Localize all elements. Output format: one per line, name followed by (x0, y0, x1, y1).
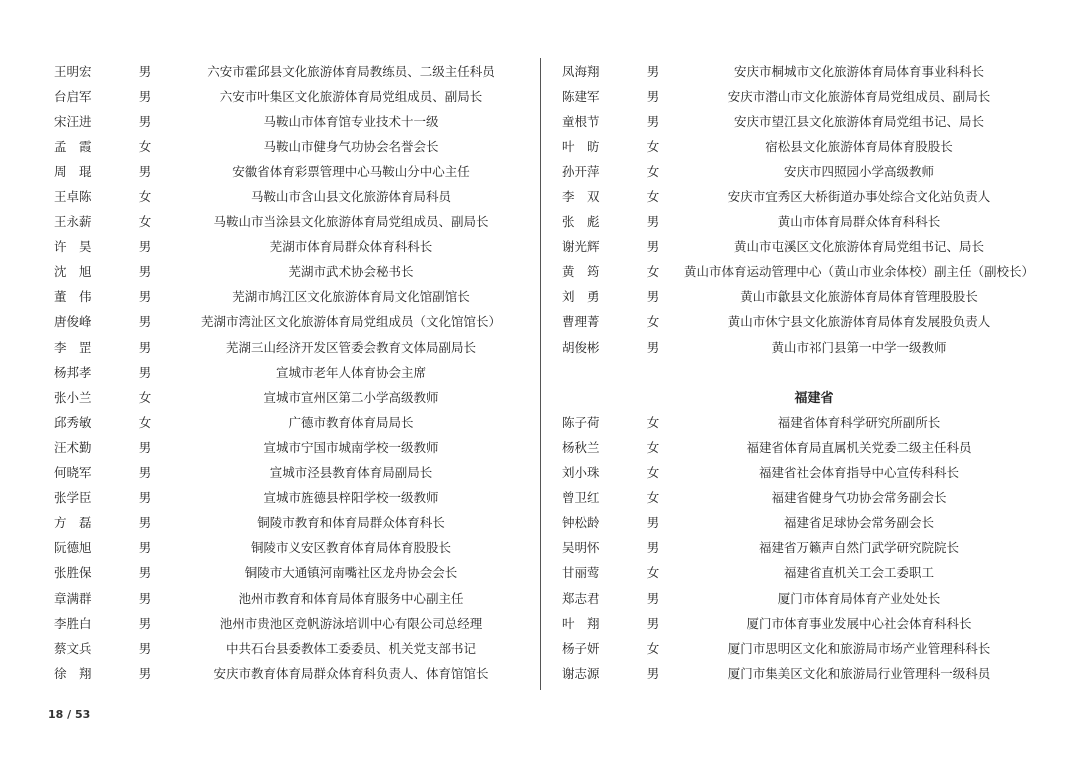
list-item (40, 108, 532, 133)
person-name: 王明宏 (54, 63, 92, 79)
person-name: 叶 昉 (562, 138, 600, 154)
person-gender: 男 (646, 665, 660, 681)
person-name: 董 伟 (54, 289, 92, 305)
person-title: 铜陵市大通镇河南嘴社区龙舟协会会长 (244, 565, 458, 581)
person-name: 叶 翔 (562, 615, 600, 631)
person-title: 黄山市体育局群众体育科科长 (777, 214, 941, 230)
person-title: 宣城市宁国市城南学校一级教师 (263, 439, 439, 455)
list-item (548, 284, 1040, 309)
person-gender: 男 (138, 113, 152, 129)
person-name: 汪术勤 (54, 439, 92, 455)
left-column (40, 58, 532, 685)
person-name: 张学臣 (54, 490, 92, 506)
person-gender: 男 (646, 515, 660, 531)
list-item (40, 560, 532, 585)
right-list-bottom (548, 409, 1040, 685)
person-name: 谢志源 (562, 665, 600, 681)
person-gender: 男 (646, 214, 660, 230)
person-title: 马鞍山市健身气功协会名誉会长 (263, 138, 439, 154)
person-title: 福建省社会体育指导中心宣传科科长 (758, 465, 959, 481)
person-name: 曾卫红 (562, 490, 600, 506)
person-gender: 男 (138, 665, 152, 681)
list-item (40, 259, 532, 284)
list-item (40, 359, 532, 384)
person-title: 马鞍山市含山县文化旅游体育局科员 (250, 189, 451, 205)
person-gender: 男 (138, 88, 152, 104)
section-heading-fujian: 福建省 (794, 391, 834, 407)
person-name: 许 昊 (54, 239, 92, 255)
list-item (40, 334, 532, 359)
person-title: 福建省体育局直属机关党委二级主任科员 (746, 439, 972, 455)
person-gender: 男 (138, 439, 152, 455)
list-item (548, 183, 1040, 208)
person-gender: 男 (138, 364, 152, 380)
person-name: 陈子荷 (562, 414, 600, 430)
list-item (40, 234, 532, 259)
person-name: 曹理菁 (562, 314, 600, 330)
person-gender: 女 (138, 189, 152, 205)
person-title: 池州市教育和体育局体育服务中心副主任 (238, 590, 464, 606)
list-item (40, 635, 532, 660)
list-item (548, 460, 1040, 485)
person-gender: 女 (646, 138, 660, 154)
list-item (548, 234, 1040, 259)
person-gender: 女 (646, 439, 660, 455)
person-name: 唐俊峰 (54, 314, 92, 330)
person-name: 邱秀敏 (54, 414, 92, 430)
person-name: 胡俊彬 (562, 339, 600, 355)
person-gender: 女 (646, 640, 660, 656)
person-title: 六安市霍邱县文化旅游体育局教练员、二级主任科员 (207, 63, 495, 79)
person-title: 厦门市体育事业发展中心社会体育科科长 (746, 615, 972, 631)
person-title: 黄山市体育运动管理中心（黄山市业余体校）副主任（副校长） (683, 264, 1034, 280)
person-title: 厦门市思明区文化和旅游局市场产业管理科科长 (727, 640, 991, 656)
person-title: 厦门市体育局体育产业处处长 (777, 590, 941, 606)
person-gender: 男 (138, 590, 152, 606)
person-name: 童根节 (562, 113, 600, 129)
list-item (548, 610, 1040, 635)
list-item (548, 585, 1040, 610)
person-name: 谢光辉 (562, 239, 600, 255)
person-title: 安庆市四照园小学高级教师 (783, 163, 934, 179)
person-title: 黄山市屯溪区文化旅游体育局党组书记、局长 (733, 239, 984, 255)
person-title: 芜湖市体育局群众体育科科长 (269, 239, 433, 255)
person-name: 张 彪 (562, 214, 600, 230)
person-title: 芜湖三山经济开发区管委会教育文体局副局长 (225, 339, 476, 355)
person-gender: 男 (646, 339, 660, 355)
person-title: 福建省直机关工会工委职工 (783, 565, 934, 581)
list-item (548, 58, 1040, 83)
list-item (40, 510, 532, 535)
person-title: 六安市叶集区文化旅游体育局党组成员、副局长 (219, 88, 483, 104)
person-name: 李 罡 (54, 339, 92, 355)
person-gender: 女 (646, 264, 660, 280)
person-title: 福建省健身气功协会常务副会长 (771, 490, 947, 506)
list-item (40, 183, 532, 208)
list-item (548, 158, 1040, 183)
person-title: 黄山市祁门县第一中学一级教师 (771, 339, 947, 355)
person-gender: 男 (646, 63, 660, 79)
person-gender: 女 (138, 138, 152, 154)
person-name: 黄 筠 (562, 264, 600, 280)
list-item (40, 660, 532, 685)
person-gender: 女 (646, 163, 660, 179)
right-list-top (548, 58, 1040, 359)
person-name: 徐 翔 (54, 665, 92, 681)
person-gender: 男 (138, 339, 152, 355)
person-title: 黄山市休宁县文化旅游体育局体育发展股负责人 (727, 314, 991, 330)
person-title: 黄山市歙县文化旅游体育局体育管理股股长 (740, 289, 978, 305)
person-title: 池州市贵池区竞帆游泳培训中心有限公司总经理 (219, 615, 483, 631)
person-name: 杨邦孝 (54, 364, 92, 380)
list-item (40, 284, 532, 309)
list-item (40, 434, 532, 459)
right-column (548, 58, 1040, 685)
list-item (40, 58, 532, 83)
person-gender: 男 (138, 163, 152, 179)
list-item (548, 309, 1040, 334)
list-item (40, 158, 532, 183)
person-name: 杨秋兰 (562, 439, 600, 455)
list-item (40, 209, 532, 234)
person-title: 芜湖市鸠江区文化旅游体育局文化馆副馆长 (232, 289, 470, 305)
person-name: 章满群 (54, 590, 92, 606)
person-gender: 男 (138, 465, 152, 481)
list-item (40, 485, 532, 510)
person-name: 甘丽莺 (562, 565, 600, 581)
person-title: 安庆市桐城市文化旅游体育局体育事业科科长 (733, 63, 984, 79)
person-name: 刘 勇 (562, 289, 600, 305)
person-title: 安庆市宜秀区大桥街道办事处综合文化站负责人 (727, 189, 991, 205)
person-name: 何晓军 (54, 465, 92, 481)
list-item (548, 334, 1040, 359)
list-item (548, 209, 1040, 234)
list-item (548, 83, 1040, 108)
person-name: 蔡文兵 (54, 640, 92, 656)
person-name: 阮德旭 (54, 540, 92, 556)
list-item (548, 434, 1040, 459)
person-title: 芜湖市武术协会秘书长 (288, 264, 414, 280)
list-item (40, 610, 532, 635)
person-title: 铜陵市教育和体育局群众体育科长 (257, 515, 445, 531)
person-title: 芜湖市湾沚区文化旅游体育局党组成员（文化馆馆长） (200, 314, 501, 330)
person-gender: 男 (138, 615, 152, 631)
person-gender: 女 (138, 214, 152, 230)
person-gender: 男 (138, 640, 152, 656)
person-gender: 女 (138, 414, 152, 430)
person-name: 王永薪 (54, 214, 92, 230)
person-title: 厦门市集美区文化和旅游局行业管理科一级科员 (727, 665, 991, 681)
person-name: 方 磊 (54, 515, 92, 531)
person-name: 杨子妍 (562, 640, 600, 656)
person-title: 马鞍山市体育馆专业技术十一级 (263, 113, 439, 129)
person-name: 周 琨 (54, 163, 92, 179)
person-title: 中共石台县委教体工委委员、机关党支部书记 (225, 640, 476, 656)
person-name: 台启军 (54, 88, 92, 104)
list-item (40, 585, 532, 610)
person-name: 李 双 (562, 189, 600, 205)
list-item (40, 535, 532, 560)
person-name: 宋汪进 (54, 113, 92, 129)
person-title: 安庆市教育体育局群众体育科负责人、体育馆馆长 (213, 665, 489, 681)
person-gender: 男 (138, 289, 152, 305)
person-title: 福建省足球协会常务副会长 (783, 515, 934, 531)
person-name: 孟 霞 (54, 138, 92, 154)
person-gender: 男 (646, 113, 660, 129)
person-name: 凤海翔 (562, 63, 600, 79)
person-name: 李胜白 (54, 615, 92, 631)
person-gender: 男 (138, 515, 152, 531)
person-title: 广德市教育体育局局长 (288, 414, 414, 430)
person-gender: 男 (138, 239, 152, 255)
person-name: 吴明怀 (562, 540, 600, 556)
person-title: 铜陵市义安区教育体育局体育股股长 (250, 540, 451, 556)
person-name: 孙开萍 (562, 163, 600, 179)
list-item (40, 409, 532, 434)
person-name: 沈 旭 (54, 264, 92, 280)
list-item (548, 133, 1040, 158)
person-gender: 女 (646, 314, 660, 330)
person-title: 福建省体育科学研究所副所长 (777, 414, 941, 430)
list-item (40, 384, 532, 409)
person-gender: 男 (138, 565, 152, 581)
person-name: 钟松龄 (562, 515, 600, 531)
person-gender: 女 (646, 414, 660, 430)
person-gender: 男 (646, 615, 660, 631)
list-item (40, 83, 532, 108)
section-spacer (548, 359, 1040, 384)
list-item (548, 535, 1040, 560)
list-item (548, 108, 1040, 133)
page-number: 18 / 53 (48, 708, 91, 721)
person-gender: 男 (138, 63, 152, 79)
person-name: 张胜保 (54, 565, 92, 581)
person-title: 安庆市望江县文化旅游体育局党组书记、局长 (733, 113, 984, 129)
person-title: 宿松县文化旅游体育局体育股股长 (765, 138, 953, 154)
person-gender: 男 (646, 540, 660, 556)
list-item (548, 485, 1040, 510)
person-gender: 男 (138, 264, 152, 280)
person-gender: 男 (646, 239, 660, 255)
person-name: 王卓陈 (54, 189, 92, 205)
column-divider (540, 58, 541, 690)
person-gender: 男 (138, 314, 152, 330)
list-item (548, 510, 1040, 535)
person-name: 刘小珠 (562, 465, 600, 481)
person-title: 宣城市旌德县梓阳学校一级教师 (263, 490, 439, 506)
person-gender: 男 (646, 88, 660, 104)
list-item (40, 133, 532, 158)
list-item (548, 660, 1040, 685)
person-gender: 女 (646, 189, 660, 205)
list-item (40, 309, 532, 334)
person-gender: 男 (646, 289, 660, 305)
person-gender: 男 (138, 540, 152, 556)
person-title: 马鞍山市当涂县文化旅游体育局党组成员、副局长 (213, 214, 489, 230)
person-title: 宣城市泾县教育体育局副局长 (269, 465, 433, 481)
list-item (548, 259, 1040, 284)
list-item (548, 409, 1040, 434)
person-name: 陈建军 (562, 88, 600, 104)
person-gender: 女 (646, 490, 660, 506)
person-gender: 女 (138, 389, 152, 405)
person-gender: 男 (646, 590, 660, 606)
list-item (548, 635, 1040, 660)
person-gender: 男 (138, 490, 152, 506)
person-gender: 女 (646, 465, 660, 481)
list-item (548, 560, 1040, 585)
person-title: 安庆市潜山市文化旅游体育局党组成员、副局长 (727, 88, 991, 104)
list-item (40, 460, 532, 485)
person-name: 郑志君 (562, 590, 600, 606)
person-title: 宣城市老年人体育协会主席 (275, 364, 426, 380)
person-name: 张小兰 (54, 389, 92, 405)
person-title: 福建省万籁声自然门武学研究院院长 (758, 540, 959, 556)
person-title: 安徽省体育彩票管理中心马鞍山分中心主任 (232, 163, 470, 179)
person-gender: 女 (646, 565, 660, 581)
person-title: 宣城市宣州区第二小学高级教师 (263, 389, 439, 405)
